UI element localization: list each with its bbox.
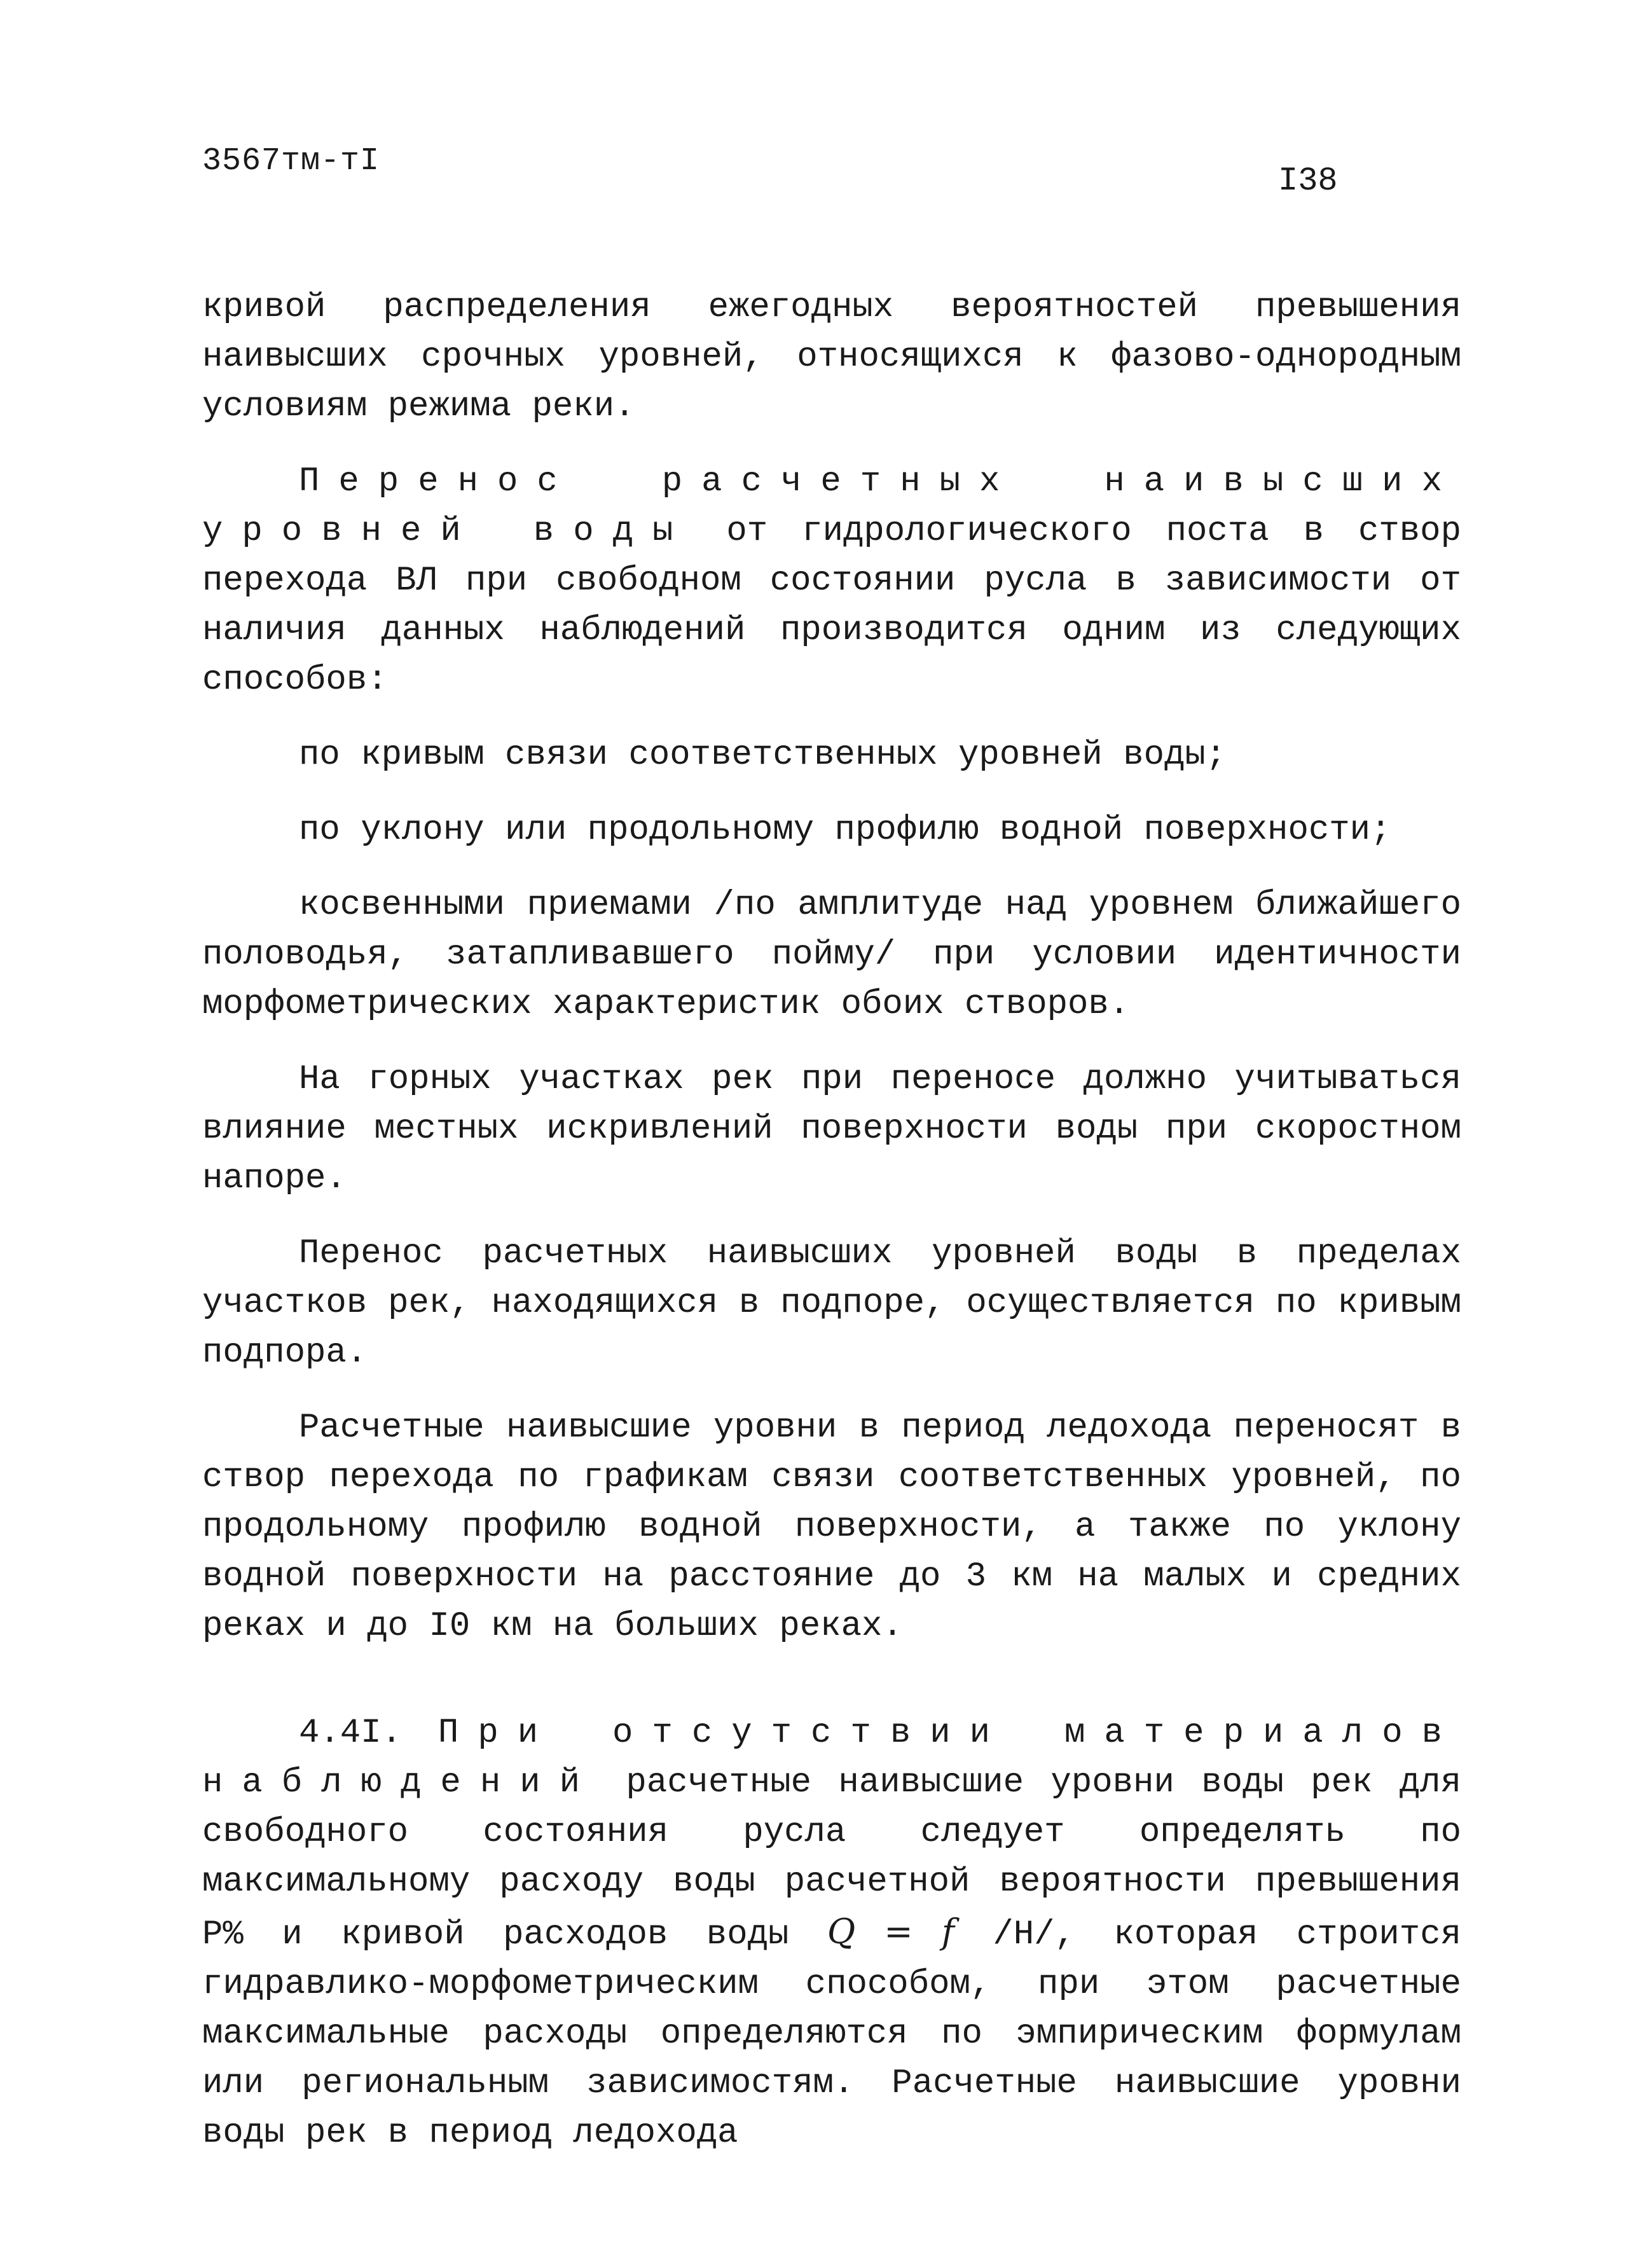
paragraph-4-41-text-b: /Н/, которая строится гидравлико-морфометрическим способом, при этом расчетные максимальные расходы определяются по эмпирическим формулам или региональным зависимостям. Расчетные наивысшие уровни воды рек в период ледохода xyxy=(202,1915,1462,2153)
list-item-level-curves: по кривым связи соответственных уровней воды; xyxy=(299,736,1227,775)
spaced-heading-level-transfer: Перенос расчетных наивысших уровней воды xyxy=(202,462,1461,551)
document-code: 3567тм-тI xyxy=(202,143,380,179)
paragraph-level-transfer-text: от гидрологического поста в створ перехода ВЛ при свободном состоянии русла в зависимости от наличия данных наблюдений производится одним из следующих способов: xyxy=(202,512,1461,699)
paragraph-4-41-text-a: расчетные наивысшие уровни воды рек для свободного состояния русла следует определять по максимальному расходу воды расчетной вероятности превышения Р% и кривой расходов воды xyxy=(202,1763,1461,1954)
document-body xyxy=(202,283,1461,2184)
discharge-formula: Q = f xyxy=(827,1912,954,1952)
spaced-heading-no-observations: При отсутствии материалов наблюдений xyxy=(202,1714,1462,1802)
paragraph-mountain-rivers: На горных участках рек при переносе должно учитываться влияние местных искривлений поверхности воды при скоростном напоре. xyxy=(202,1060,1461,1198)
paragraph-4-41 xyxy=(202,1709,1461,2158)
section-number: 4.4I. xyxy=(299,1714,403,1753)
paragraph-level-transfer xyxy=(202,457,1461,705)
page-number: I38 xyxy=(1278,162,1338,200)
list-item-indirect-methods: косвенными приемами /по амплитуде над уровнем ближайшего половодья, затапливавшего пойму/ при условии идентичности морфометрических характеристик обоих створов. xyxy=(202,886,1461,1024)
paragraph-backwater: Перенос расчетных наивысших уровней воды в пределах участков рек, находящихся в подпоре, осуществляется по кривым подпора. xyxy=(202,1234,1461,1372)
paragraph-probability-curve: кривой распределения ежегодных вероятностей превышения наивысших срочных уровней, относящихся к фазово-однородным условиям режима реки. xyxy=(202,288,1461,426)
list-item-slope-profile: по уклону или продольному профилю водной поверхности; xyxy=(299,811,1391,850)
paragraph-ice-drift: Расчетные наивысшие уровни в период ледохода переносят в створ перехода по графикам связи соответственных уровней, по продольному профилю водной поверхности, а также по уклону водной поверхности на расстояние до 3 км на малых и средних реках и до I0 км на больших реках. xyxy=(202,1409,1461,1646)
